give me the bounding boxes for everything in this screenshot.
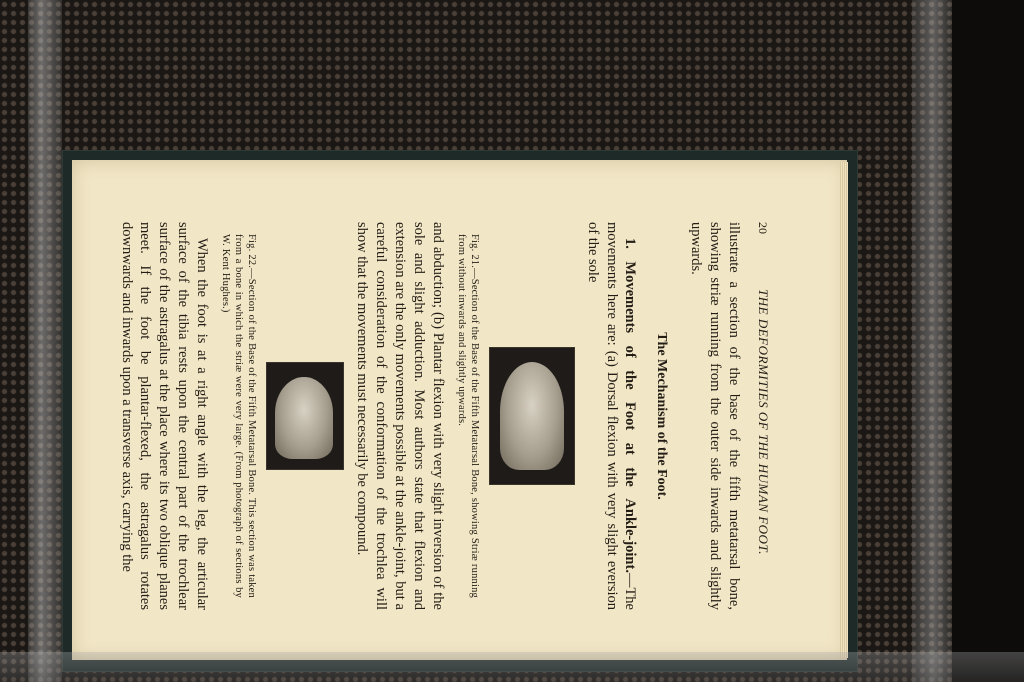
paragraph-final: When the foot is at a right angle with the leg, the articular surface of the tibia rests upon the central part of the trochlear surface of the astragalus at the place where its two oblique planes meet. If the foot be plantar-flexed, the astragalus rotates downwards and inwards upon a transverse axis, carrying the — [118, 222, 211, 610]
figure-22 — [219, 222, 344, 610]
bone-section-image — [500, 362, 564, 470]
movements-heading: 1. Movements of the Foot at the Ankle-joint. — [622, 238, 639, 573]
paragraph-opening: illustrate a section of the base of the fifth metatarsal bone, showing striæ running from the outer side inwards and slightly upwards. — [688, 222, 743, 610]
movements-text: —The movements here are: (a) Dorsal flexion with very slight eversion of the sole — [584, 222, 639, 610]
page-header — [753, 222, 772, 610]
running-title: THE DEFORMITIES OF THE HUMAN FOOT. — [756, 289, 771, 555]
figure-22-caption: Fig. 22.—Section of the Base of the Fifth Metatarsal Bone. This section was taken from a bone in which the striæ were very large. (From photograph of sections by W. Kent Hughes.) — [220, 234, 258, 598]
right-glass-strip — [912, 0, 952, 682]
left-glass-strip — [28, 0, 62, 682]
paragraph-movements — [583, 222, 640, 610]
section-heading: The Mechanism of the Foot. — [654, 332, 670, 500]
page-content-rotated — [118, 222, 772, 610]
page-number: 20 — [756, 222, 770, 234]
page-edge — [840, 162, 848, 658]
bottom-glass-strip — [0, 652, 1024, 682]
right-dark-margin — [952, 0, 1024, 682]
figure-21 — [455, 222, 575, 610]
figure-21-photo — [489, 347, 575, 485]
figure-22-photo — [266, 362, 344, 470]
figure-21-caption: Fig. 21.—Section of the Base of the Fifth Metatarsal Bone, showing Striæ running from without inwards and slightly upwards. — [455, 234, 480, 598]
bone-section-image — [275, 377, 333, 459]
paragraph-continued: and abduction; (b) Plantar flexion with very slight inversion of the sole and slight adduction. Most authors state that flexion and extension are the only movements possible at the ankle-joint, but a careful consideration of the conformation of the trochlea will show that the movements must necessarily be compound. — [354, 222, 446, 610]
